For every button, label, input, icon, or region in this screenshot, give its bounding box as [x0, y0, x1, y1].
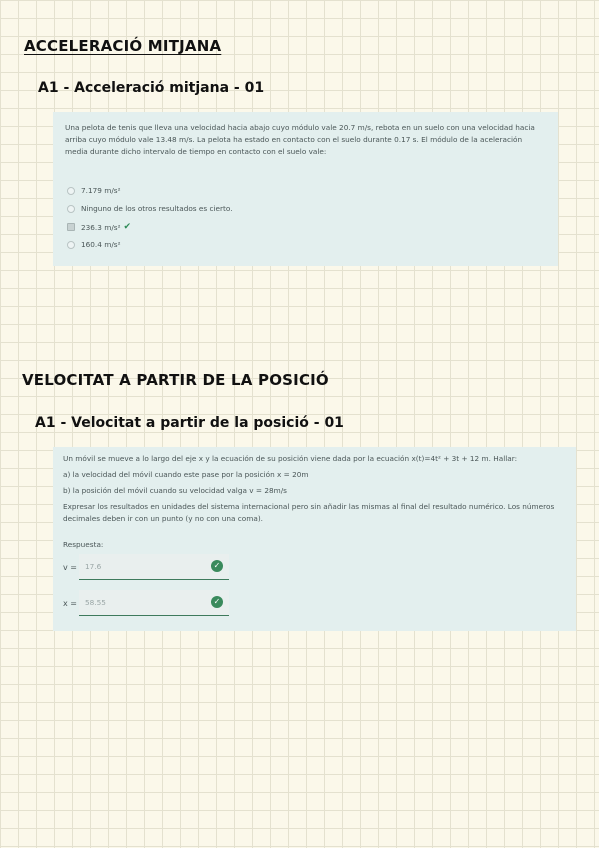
- variable-label: x =: [63, 598, 77, 608]
- answer-option[interactable]: [67, 204, 233, 213]
- section-title: ACCELERACIÓ MITJANA: [24, 37, 222, 55]
- correct-check-icon: ✓: [211, 596, 223, 608]
- option-label: 236.3 m/s²: [81, 222, 121, 232]
- variable-label: v =: [63, 562, 77, 572]
- question-part-b: b) la posición del móvil cuando su velocidad valga v = 28m/s: [63, 486, 287, 495]
- answer-row-x: [63, 590, 229, 616]
- question-card: [53, 112, 558, 266]
- question-text: Un móvil se mueve a lo largo del eje x y la ecuación de su posición viene dada por la ecuación x(t)=4t² + 3t + 12 m. Hallar:: [63, 454, 518, 463]
- option-label: Ninguno de los otros resultados es cierto.: [81, 204, 233, 213]
- answer-input-x[interactable]: [79, 590, 229, 616]
- answer-input-v[interactable]: [79, 554, 229, 580]
- question-instructions: Expresar los resultados en unidades del sistema internacional pero sin añadir las mismas al final del resultado numérico. Los números decimales deben ir con un punto (y no con una coma).: [63, 502, 555, 523]
- option-label: 7.179 m/s²: [81, 186, 121, 195]
- answer-label: Respuesta:: [63, 540, 104, 549]
- radio-icon[interactable]: [67, 187, 75, 195]
- question-card: [53, 447, 576, 631]
- section-title: VELOCITAT A PARTIR DE LA POSICIÓ: [22, 371, 329, 389]
- answer-row-v: [63, 554, 229, 580]
- correct-check-icon: ✔: [123, 222, 132, 232]
- answer-option[interactable]: [67, 240, 121, 249]
- radio-icon[interactable]: [67, 205, 75, 213]
- answer-value: 17.6: [85, 562, 102, 571]
- radio-selected-icon[interactable]: [67, 223, 75, 231]
- option-label: 160.4 m/s²: [81, 240, 121, 249]
- question-part-a: a) la velocidad del móvil cuando este pase por la posición x = 20m: [63, 470, 309, 479]
- question-text: Una pelota de tenis que lleva una velocidad hacia abajo cuyo módulo vale 20.7 m/s, rebota en un suelo con una velocidad hacia arriba cuyo módulo vale 13.48 m/s. La pelota ha estado en contacto con el suelo durante 0.17 s. El módulo de la aceleración media durante dicho intervalo de tiempo en contacto con el suelo vale:: [65, 123, 535, 156]
- answer-option[interactable]: [67, 186, 121, 195]
- question-title: A1 - Velocitat a partir de la posició - 01: [35, 415, 344, 431]
- answer-value: 58.55: [85, 598, 106, 607]
- answer-option-selected[interactable]: [67, 222, 131, 232]
- radio-icon[interactable]: [67, 241, 75, 249]
- correct-check-icon: ✓: [211, 560, 223, 572]
- question-title: A1 - Acceleració mitjana - 01: [38, 80, 265, 96]
